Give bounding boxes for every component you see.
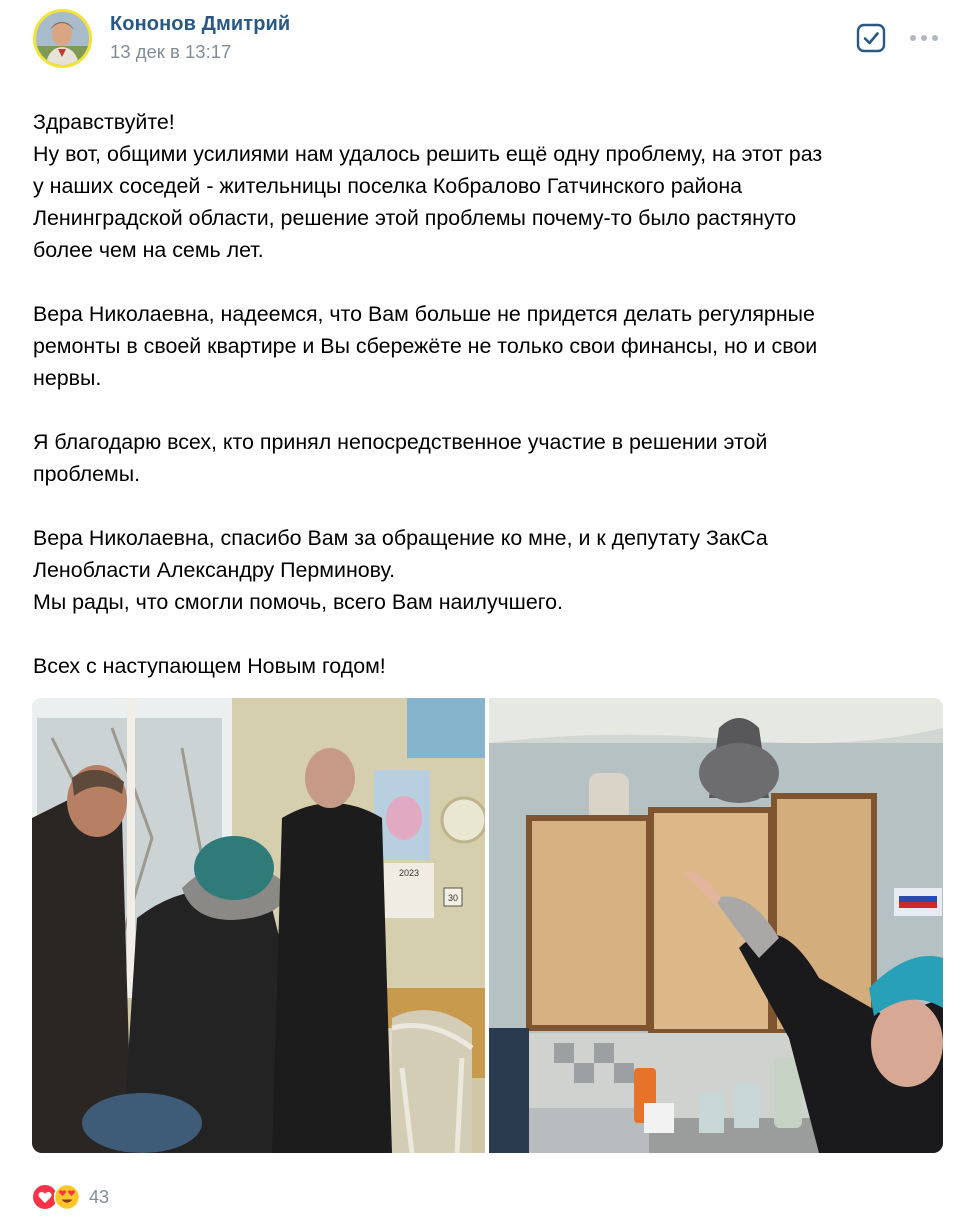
author-avatar[interactable] <box>33 9 92 68</box>
post-text <box>33 106 938 682</box>
author-name[interactable]: Кононов Дмитрий <box>110 13 291 35</box>
photo-gallery <box>32 698 943 1153</box>
post-text-line: Мы рады, что смогли помочь, всего Вам наилучшего. <box>33 590 563 614</box>
paragraph-spacer <box>33 618 938 650</box>
love-eyes-reaction-icon <box>54 1184 80 1210</box>
reaction-count: 43 <box>89 1187 110 1207</box>
kitchen-visit-image <box>32 698 485 1153</box>
reactions-bar[interactable] <box>32 1183 232 1213</box>
paragraph-spacer <box>33 394 938 426</box>
post-header <box>0 0 975 80</box>
post-text-line: проблемы. <box>33 462 141 486</box>
post-text-line: Ленинградской области, решение этой проблемы почему-то было растянуто <box>33 206 797 230</box>
post-text-line: ремонты в своей квартире и Вы сбережёте не только свои финансы, но и свои <box>33 334 818 358</box>
post-text-line: Я благодарю всех, кто принял непосредственное участие в решении этой <box>33 430 768 454</box>
post-text-line: более чем на семь лет. <box>33 238 264 262</box>
post-text-line: Всех с наступающем Новым годом! <box>33 654 386 678</box>
post-text-line: Здравствуйте! <box>33 110 175 134</box>
photo-kitchen-cabinets[interactable] <box>489 698 943 1153</box>
avatar-photo-icon <box>36 12 89 65</box>
kitchen-cabinets-image <box>489 698 943 1153</box>
post-text-line: Вера Николаевна, спасибо Вам за обращение ко мне, и к депутату ЗакСа <box>33 526 768 550</box>
mark-checkbox-button[interactable] <box>856 23 886 53</box>
paragraph-spacer <box>33 266 938 298</box>
post-text-line: Ленобласти Александру Перминову. <box>33 558 396 582</box>
post-date[interactable]: 13 дек в 13:17 <box>110 41 232 62</box>
calendar-year-text: 2023 <box>398 868 420 878</box>
post-text-line: Вера Николаевна, надеемся, что Вам больше не придется делать регулярные <box>33 302 815 326</box>
post-text-line: нервы. <box>33 366 102 390</box>
more-dots-icon <box>909 30 939 46</box>
calendar-day-text: 30 <box>447 893 459 903</box>
post-text-line: Ну вот, общими усилиями нам удалось решить ещё одну проблему, на этот раз <box>33 142 823 166</box>
paragraph-spacer <box>33 490 938 522</box>
post-text-line: у наших соседей - жительницы поселка Кобралово Гатчинского района <box>33 174 743 198</box>
photo-kitchen-visit[interactable] <box>32 698 485 1153</box>
more-options-button[interactable] <box>909 30 939 46</box>
checkbox-icon <box>856 23 886 53</box>
